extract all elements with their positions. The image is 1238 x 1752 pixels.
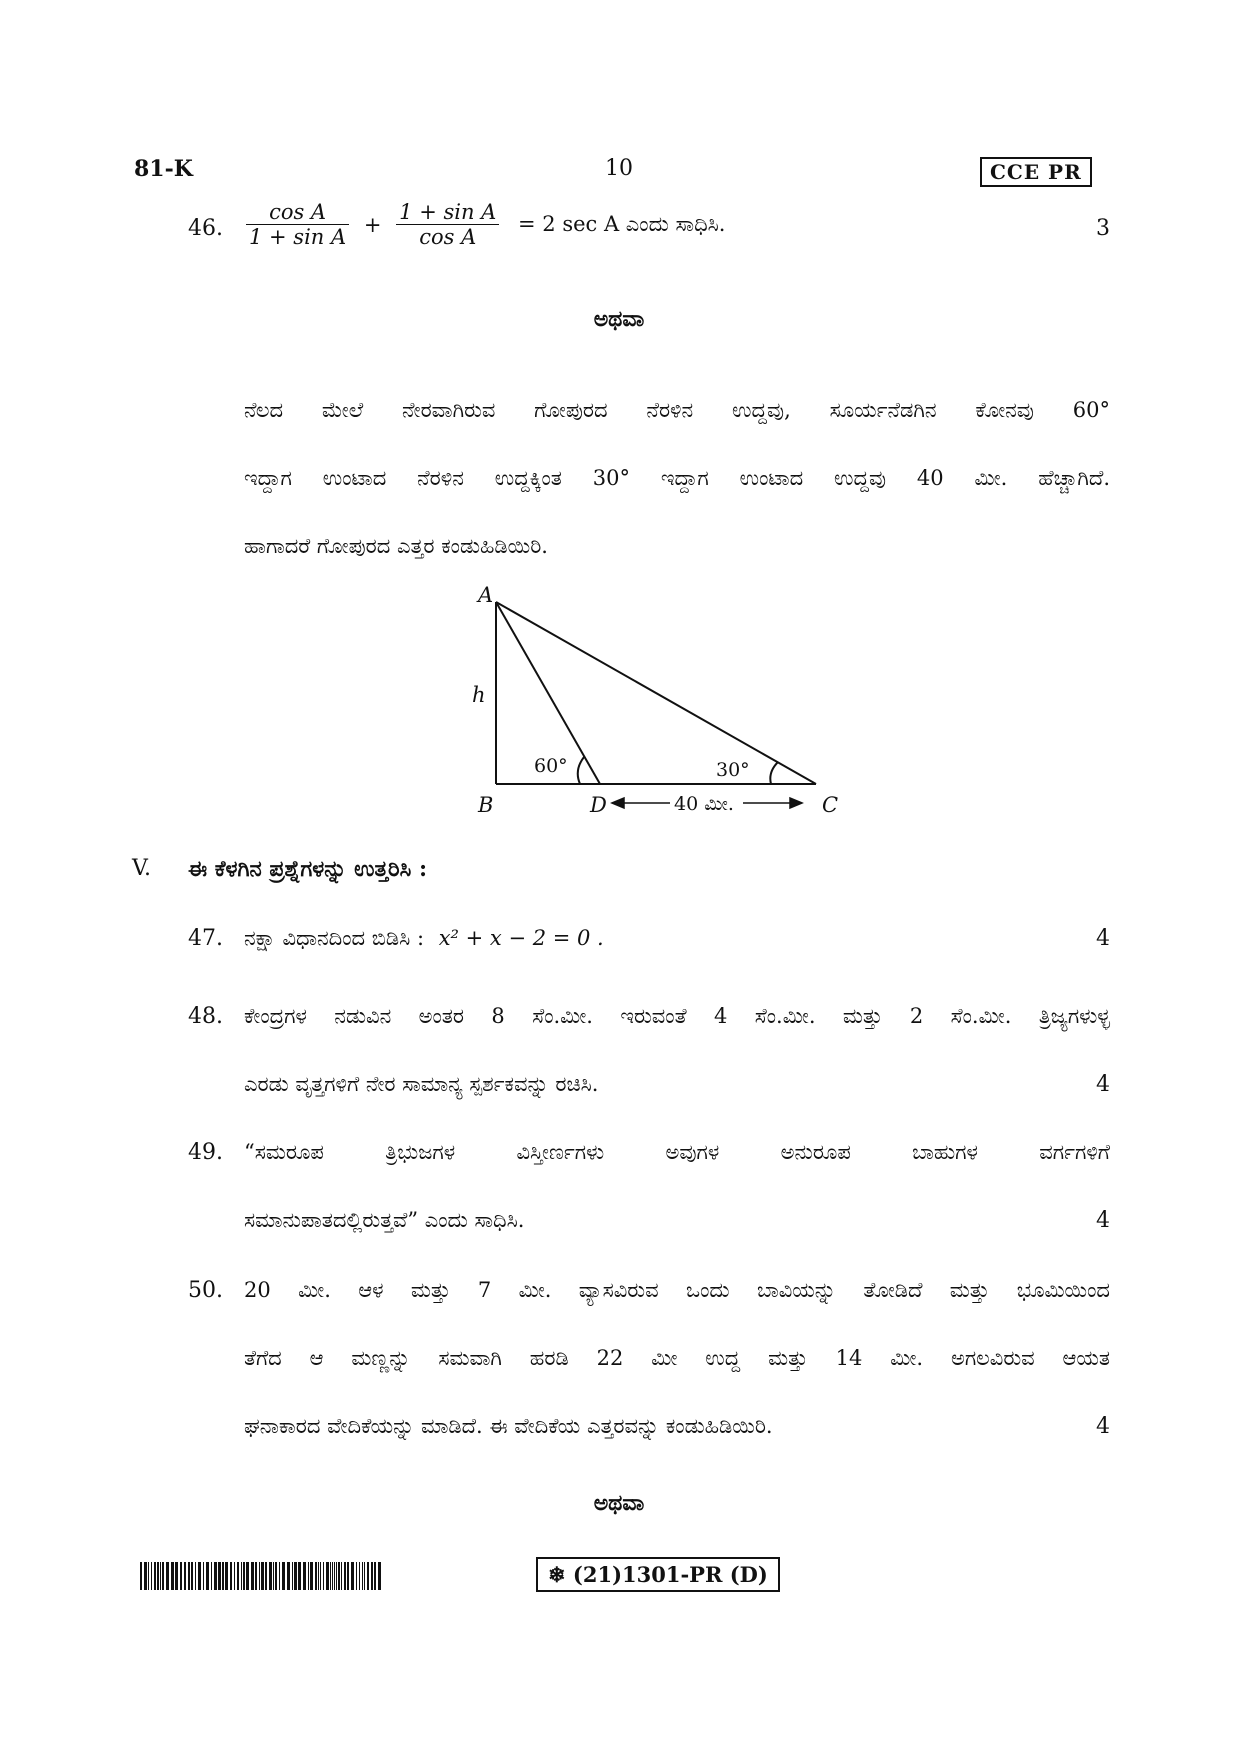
q50-number: 50. (188, 1278, 223, 1303)
or-divider-2: ಅಥವಾ (593, 1490, 645, 1516)
barcode-bar (351, 1562, 354, 1590)
barcode-bar (188, 1562, 190, 1590)
barcode-bar (326, 1562, 329, 1590)
q46-equation (246, 200, 725, 249)
barcode-bar (356, 1562, 357, 1590)
frac2-denominator: cos A (419, 225, 477, 249)
barcode-bar (287, 1562, 290, 1590)
q49-line-1: “ಸಮರೂಪ ತ್ರಿಭುಜಗಳ ವಿಸ್ತೀರ್ಣಗಳು ಅವುಗಳ ಅನುರೂಪ ಬಾಹುಗಳ ವರ್ಗಗಳಿಗೆ (244, 1140, 1110, 1164)
q46-alt-line-1: ನೆಲದ ಮೇಲೆ ನೇರವಾಗಿರುವ ಗೋಪುರದ ನೆರಳಿನ ಉದ್ದವು, ಸೂರ್ಯನೆಡಗಿನ ಕೋನವು 60° (244, 398, 1110, 422)
barcode-bar (298, 1562, 301, 1590)
or-divider-1: ಅಥವಾ (593, 306, 645, 332)
q46-alt-line-3: ಹಾಗಾದರೆ ಗೋಪುರದ ಎತ್ತರ ಕಂಡುಹಿಡಿಯಿರಿ. (244, 534, 548, 558)
barcode-bar (148, 1562, 149, 1590)
barcode-bar (292, 1562, 293, 1590)
angle-label-60: 60° (534, 755, 568, 777)
q48-line-1: ಕೇಂದ್ರಗಳ ನಡುವಿನ ಅಂತರ 8 ಸೆಂ.ಮೀ. ಇರುವಂತೆ 4 ಸೆಂ.ಮೀ. ಮತ್ತು 2 ಸೆಂ.ಮೀ. ತ್ರಿಜ್ಯಗಳುಳ್ಳ (244, 1004, 1110, 1028)
q46-fraction-1 (246, 200, 349, 249)
barcode-bar (294, 1562, 297, 1590)
barcode-bar (184, 1562, 186, 1590)
q47-instruction: ನಕ್ಷಾ ವಿಧಾನದಿಂದ ಬಿಡಿಸಿ : (244, 926, 425, 950)
height-label-h: h (472, 683, 486, 707)
barcode-bar (230, 1562, 232, 1590)
barcode-bar (151, 1562, 152, 1590)
frac1-denominator: 1 + sin A (249, 225, 347, 249)
angle-arc-C (770, 762, 778, 784)
distance-label-DC: 40 ಮೀ. (674, 793, 734, 815)
q47-equation: x² + x − 2 = 0 . (438, 926, 604, 950)
barcode-bar (341, 1562, 342, 1590)
barcode-bar (225, 1562, 228, 1590)
barcode-bar (318, 1562, 319, 1590)
barcode-bar (251, 1562, 254, 1590)
vertex-label-D: D (590, 793, 607, 817)
page-number: 10 (605, 156, 633, 181)
q50-line-3: ಘನಾಕಾರದ ವೇದಿಕೆಯನ್ನು ಮಾಡಿದೆ. ಈ ವೇದಿಕೆಯ ಎತ್ತರವನ್ನು ಕಂಡುಹಿಡಿಯಿರಿ. (244, 1414, 773, 1438)
barcode-bar (154, 1562, 156, 1590)
barcode-bar (367, 1562, 369, 1590)
q49-number: 49. (188, 1140, 223, 1165)
frac1-numerator: cos A (246, 200, 349, 225)
barcode-bar (265, 1562, 267, 1590)
barcode-bar (320, 1562, 321, 1590)
barcode-bar (273, 1562, 274, 1590)
barcode-bar (374, 1562, 376, 1590)
q48-line-2: ಎರಡು ವೃತ್ತಗಳಿಗೆ ನೇರ ಸಾಮಾನ್ಯ ಸ್ಪರ್ಶಕವನ್ನು ರಚಿಸಿ. (244, 1072, 599, 1096)
vertex-label-B: B (478, 793, 494, 817)
barcode-bar (160, 1562, 161, 1590)
barcode-bar (259, 1562, 260, 1590)
barcode-bar (166, 1562, 169, 1590)
barcode-bar (171, 1562, 174, 1590)
barcode-bar (364, 1562, 365, 1590)
barcode-bar (211, 1562, 212, 1590)
q50-line-1: 20 ಮೀ. ಆಳ ಮತ್ತು 7 ಮೀ. ವ್ಯಾಸವಿರುವ ಒಂದು ಬಾವಿಯನ್ನು ತೋಡಿದೆ ಮತ್ತು ಭೂಮಿಯಿಂದ (244, 1278, 1110, 1302)
q49-line-2: ಸಮಾನುಪಾತದಲ್ಲಿರುತ್ತವೆ” ಎಂದು ಸಾಧಿಸಿ. (244, 1208, 525, 1232)
q47-number: 47. (188, 926, 223, 951)
barcode-bar (175, 1562, 178, 1590)
barcode (140, 1562, 384, 1590)
barcode-bar (378, 1562, 381, 1590)
q47-text (244, 926, 604, 951)
barcode-bar (338, 1562, 340, 1590)
barcode-bar (303, 1562, 306, 1590)
barcode-bar (218, 1562, 221, 1590)
barcode-bar (255, 1562, 257, 1590)
paper-code: 81-K (134, 156, 193, 182)
barcode-bar (332, 1562, 333, 1590)
barcode-bar (140, 1562, 142, 1590)
barcode-bar (308, 1562, 309, 1590)
barcode-bar (243, 1562, 245, 1590)
barcode-bar (144, 1562, 147, 1590)
plus-sign: + (363, 212, 382, 237)
q46-marks: 3 (1096, 216, 1110, 241)
barcode-bar (347, 1562, 349, 1590)
barcode-bar (310, 1562, 313, 1590)
barcode-bar (195, 1562, 196, 1590)
barcode-bar (275, 1562, 277, 1590)
barcode-bar (315, 1562, 317, 1590)
barcode-bar (191, 1562, 193, 1590)
barcode-bar (237, 1562, 239, 1590)
q46-number: 46. (188, 216, 223, 241)
barcode-bar (344, 1562, 346, 1590)
barcode-bar (261, 1562, 264, 1590)
barcode-bar (214, 1562, 217, 1590)
vertex-label-C: C (822, 793, 839, 817)
barcode-bar (359, 1562, 360, 1590)
barcode-bar (282, 1562, 285, 1590)
q46-alt-line-2: ಇದ್ದಾಗ ಉಂಟಾದ ನೆರಳಿನ ಉದ್ದಕ್ಕಿಂತ 30° ಇದ್ದಾಗ ಉಂಟಾದ ಉದ್ದವು 40 ಮೀ. ಹೆಚ್ಚಾಗಿದೆ. (244, 466, 1110, 490)
barcode-bar (279, 1562, 280, 1590)
q47-marks: 4 (1096, 926, 1110, 951)
dim-arrowhead-left (612, 798, 624, 808)
barcode-bar (241, 1562, 242, 1590)
vertex-label-A: A (478, 583, 494, 607)
barcode-bar (362, 1562, 363, 1590)
q49-marks: 4 (1096, 1208, 1110, 1233)
dim-arrowhead-right (790, 798, 802, 808)
tower-shadow-figure (460, 580, 850, 820)
angle-label-30: 30° (716, 759, 750, 781)
barcode-bar (198, 1562, 201, 1590)
question-paper-code: ❄ (21)1301-PR (D) (536, 1557, 780, 1592)
barcode-bar (206, 1562, 209, 1590)
section-title: ಈ ಕೆಳಗಿನ ಪ್ರಶ್ನೆಗಳನ್ನು ಉತ್ತರಿಸಿ : (188, 856, 428, 882)
barcode-bar (330, 1562, 331, 1590)
barcode-bar (269, 1562, 272, 1590)
q46-fraction-2 (396, 200, 499, 249)
barcode-bar (323, 1562, 324, 1590)
exam-board-badge: CCE PR (980, 157, 1092, 187)
q46-rhs: = 2 sec A ಎಂದು ಸಾಧಿಸಿ. (518, 212, 726, 236)
q48-number: 48. (188, 1004, 223, 1029)
q48-marks: 4 (1096, 1072, 1110, 1097)
barcode-bar (246, 1562, 249, 1590)
barcode-bar (234, 1562, 235, 1590)
q50-line-2: ತೆಗೆದ ಆ ಮಣ್ಣನ್ನು ಸಮವಾಗಿ ಹರಡಿ 22 ಮೀ ಉದ್ದ ಮತ್ತು 14 ಮೀ. ಅಗಲವಿರುವ ಆಯತ (244, 1346, 1110, 1370)
frac2-numerator: 1 + sin A (396, 200, 499, 225)
barcode-bar (157, 1562, 159, 1590)
section-number: V. (132, 856, 152, 881)
barcode-bar (371, 1562, 373, 1590)
barcode-bar (162, 1562, 164, 1590)
barcode-bar (180, 1562, 182, 1590)
barcode-bar (203, 1562, 204, 1590)
q50-marks: 4 (1096, 1414, 1110, 1439)
barcode-bar (334, 1562, 335, 1590)
barcode-bar (336, 1562, 337, 1590)
barcode-bar (222, 1562, 224, 1590)
angle-arc-D (578, 757, 584, 784)
